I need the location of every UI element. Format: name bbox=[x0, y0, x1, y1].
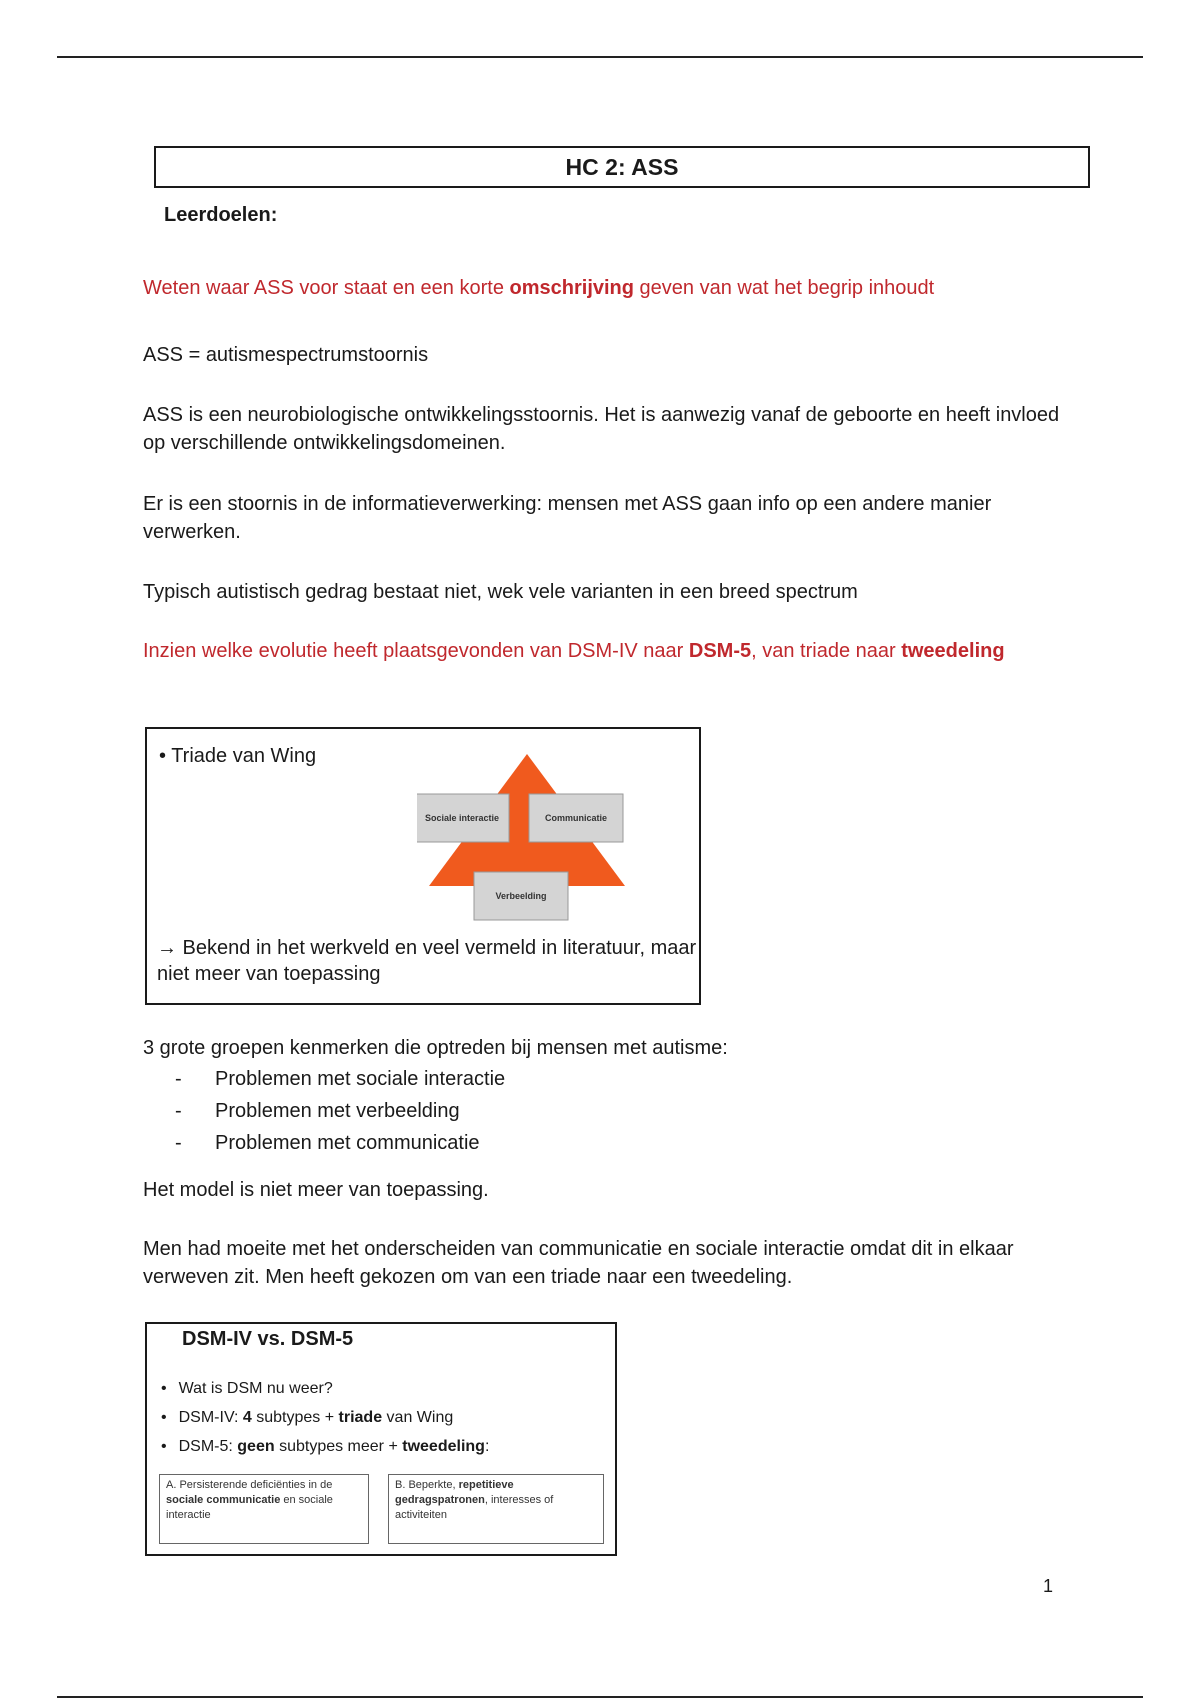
list-item-text: Problemen met verbeelding bbox=[215, 1100, 460, 1122]
b3-text-end: : bbox=[484, 1438, 490, 1455]
top-rule bbox=[57, 56, 1143, 58]
boxB-bold: repetitieve gedragspatronen bbox=[395, 1479, 514, 1506]
boxA-text-end: en sociale interactie bbox=[166, 1494, 333, 1521]
list-item bbox=[175, 1127, 505, 1159]
b3-bold-geen: geen bbox=[237, 1438, 275, 1455]
label-social-interaction: Sociale interactie bbox=[424, 813, 500, 823]
goal1-bold: omschrijving bbox=[509, 277, 634, 299]
learning-goal-2 bbox=[143, 637, 1073, 665]
label-communication: Communicatie bbox=[544, 813, 608, 823]
label-imagination: Verbeelding bbox=[495, 891, 547, 901]
list-dash: - bbox=[175, 1132, 182, 1154]
goal2-text: Inzien welke evolutie heeft plaatsgevonden van DSM-IV naar bbox=[143, 640, 689, 662]
dsm5-criterion-a bbox=[159, 1474, 369, 1544]
list-dash: - bbox=[175, 1100, 182, 1122]
goal2-bold-dsm5: DSM-5 bbox=[688, 640, 752, 662]
slide1-caption: → Bekend in het werkveld en veel vermeld in literatuur, maar niet meer van toepassing bbox=[157, 937, 697, 985]
list-item bbox=[175, 1063, 505, 1095]
paragraph-neurobiological: ASS is een neurobiologische ontwikkelingsstoornis. Het is aanwezig vanaf de geboorte en heeft invloed op verschillende ontwikkelingsdomeinen. bbox=[143, 404, 1060, 454]
b3-text-mid: subtypes meer + bbox=[274, 1438, 403, 1455]
slide2-bullet bbox=[161, 1374, 489, 1403]
list-dash: - bbox=[175, 1068, 182, 1090]
page-number: 1 bbox=[1043, 1576, 1054, 1596]
b3-bold-tweedeling: tweedeling bbox=[402, 1438, 485, 1455]
boxA-text: A. Persisterende deficiënties in de bbox=[166, 1479, 333, 1491]
title-text: HC 2: ASS bbox=[565, 153, 679, 180]
paragraph-interwoven: Men had moeite met het onderscheiden van communicatie en sociale interactie omdat dit in elkaar verweven zit. Men heeft gekozen om van een triade naar een tweedeling. bbox=[143, 1238, 1014, 1288]
groups-intro: 3 grote groepen kenmerken die optreden bij mensen met autisme: bbox=[143, 1037, 728, 1059]
goal2-bold-tweedeling: tweedeling bbox=[901, 640, 1005, 662]
page-title bbox=[154, 146, 1090, 188]
goal1-text-end: geven van wat het begrip inhoudt bbox=[634, 277, 935, 299]
boxB-text-end: , interesses of activiteiten bbox=[395, 1494, 554, 1521]
b2-bold-triade: triade bbox=[338, 1409, 383, 1426]
slide2-bullet bbox=[161, 1403, 489, 1432]
paragraph-definition: ASS = autismespectrumstoornis bbox=[143, 344, 429, 366]
slide-triade-van-wing bbox=[145, 727, 701, 1005]
list-item-text: Problemen met sociale interactie bbox=[215, 1068, 506, 1090]
bottom-rule bbox=[57, 1696, 1143, 1698]
slide1-bullet: • Triade van Wing bbox=[159, 745, 317, 767]
list-item-text: Problemen met communicatie bbox=[215, 1132, 480, 1154]
slide2-bullet bbox=[161, 1432, 489, 1461]
b3-text: DSM-5: bbox=[178, 1438, 238, 1455]
section-heading: Leerdoelen: bbox=[164, 204, 278, 226]
paragraph-typical-behaviour: Typisch autistisch gedrag bestaat niet, wek vele varianten in een breed spectrum bbox=[143, 581, 858, 603]
paragraph-model: Het model is niet meer van toepassing. bbox=[143, 1179, 489, 1201]
triade-diagram bbox=[417, 754, 637, 924]
boxB-text: B. Beperkte, bbox=[395, 1479, 459, 1491]
b2-text-mid: subtypes + bbox=[251, 1409, 339, 1426]
slide2-bullet-text: Wat is DSM nu weer? bbox=[178, 1380, 333, 1397]
dsm5-criterion-b bbox=[388, 1474, 604, 1544]
slide2-title: DSM-IV vs. DSM-5 bbox=[182, 1328, 354, 1350]
slide1-bullet-text: Triade van Wing bbox=[171, 745, 317, 767]
learning-goal-1 bbox=[143, 274, 1073, 302]
b2-text-end: van Wing bbox=[382, 1409, 454, 1426]
slide-dsm-comparison bbox=[145, 1322, 617, 1556]
boxA-bold: sociale communicatie bbox=[166, 1494, 281, 1506]
b2-bold-4: 4 bbox=[242, 1409, 252, 1426]
b2-text: DSM-IV: bbox=[178, 1409, 243, 1426]
slide2-bullets bbox=[161, 1374, 489, 1461]
groups-list bbox=[175, 1063, 505, 1159]
goal1-text: Weten waar ASS voor staat en een korte bbox=[143, 277, 510, 299]
goal2-text-mid: , van triade naar bbox=[751, 640, 902, 662]
paragraph-information-processing: Er is een stoornis in de informatieverwerking: mensen met ASS gaan info op een andere manier verwerken. bbox=[143, 493, 992, 543]
list-item bbox=[175, 1095, 505, 1127]
